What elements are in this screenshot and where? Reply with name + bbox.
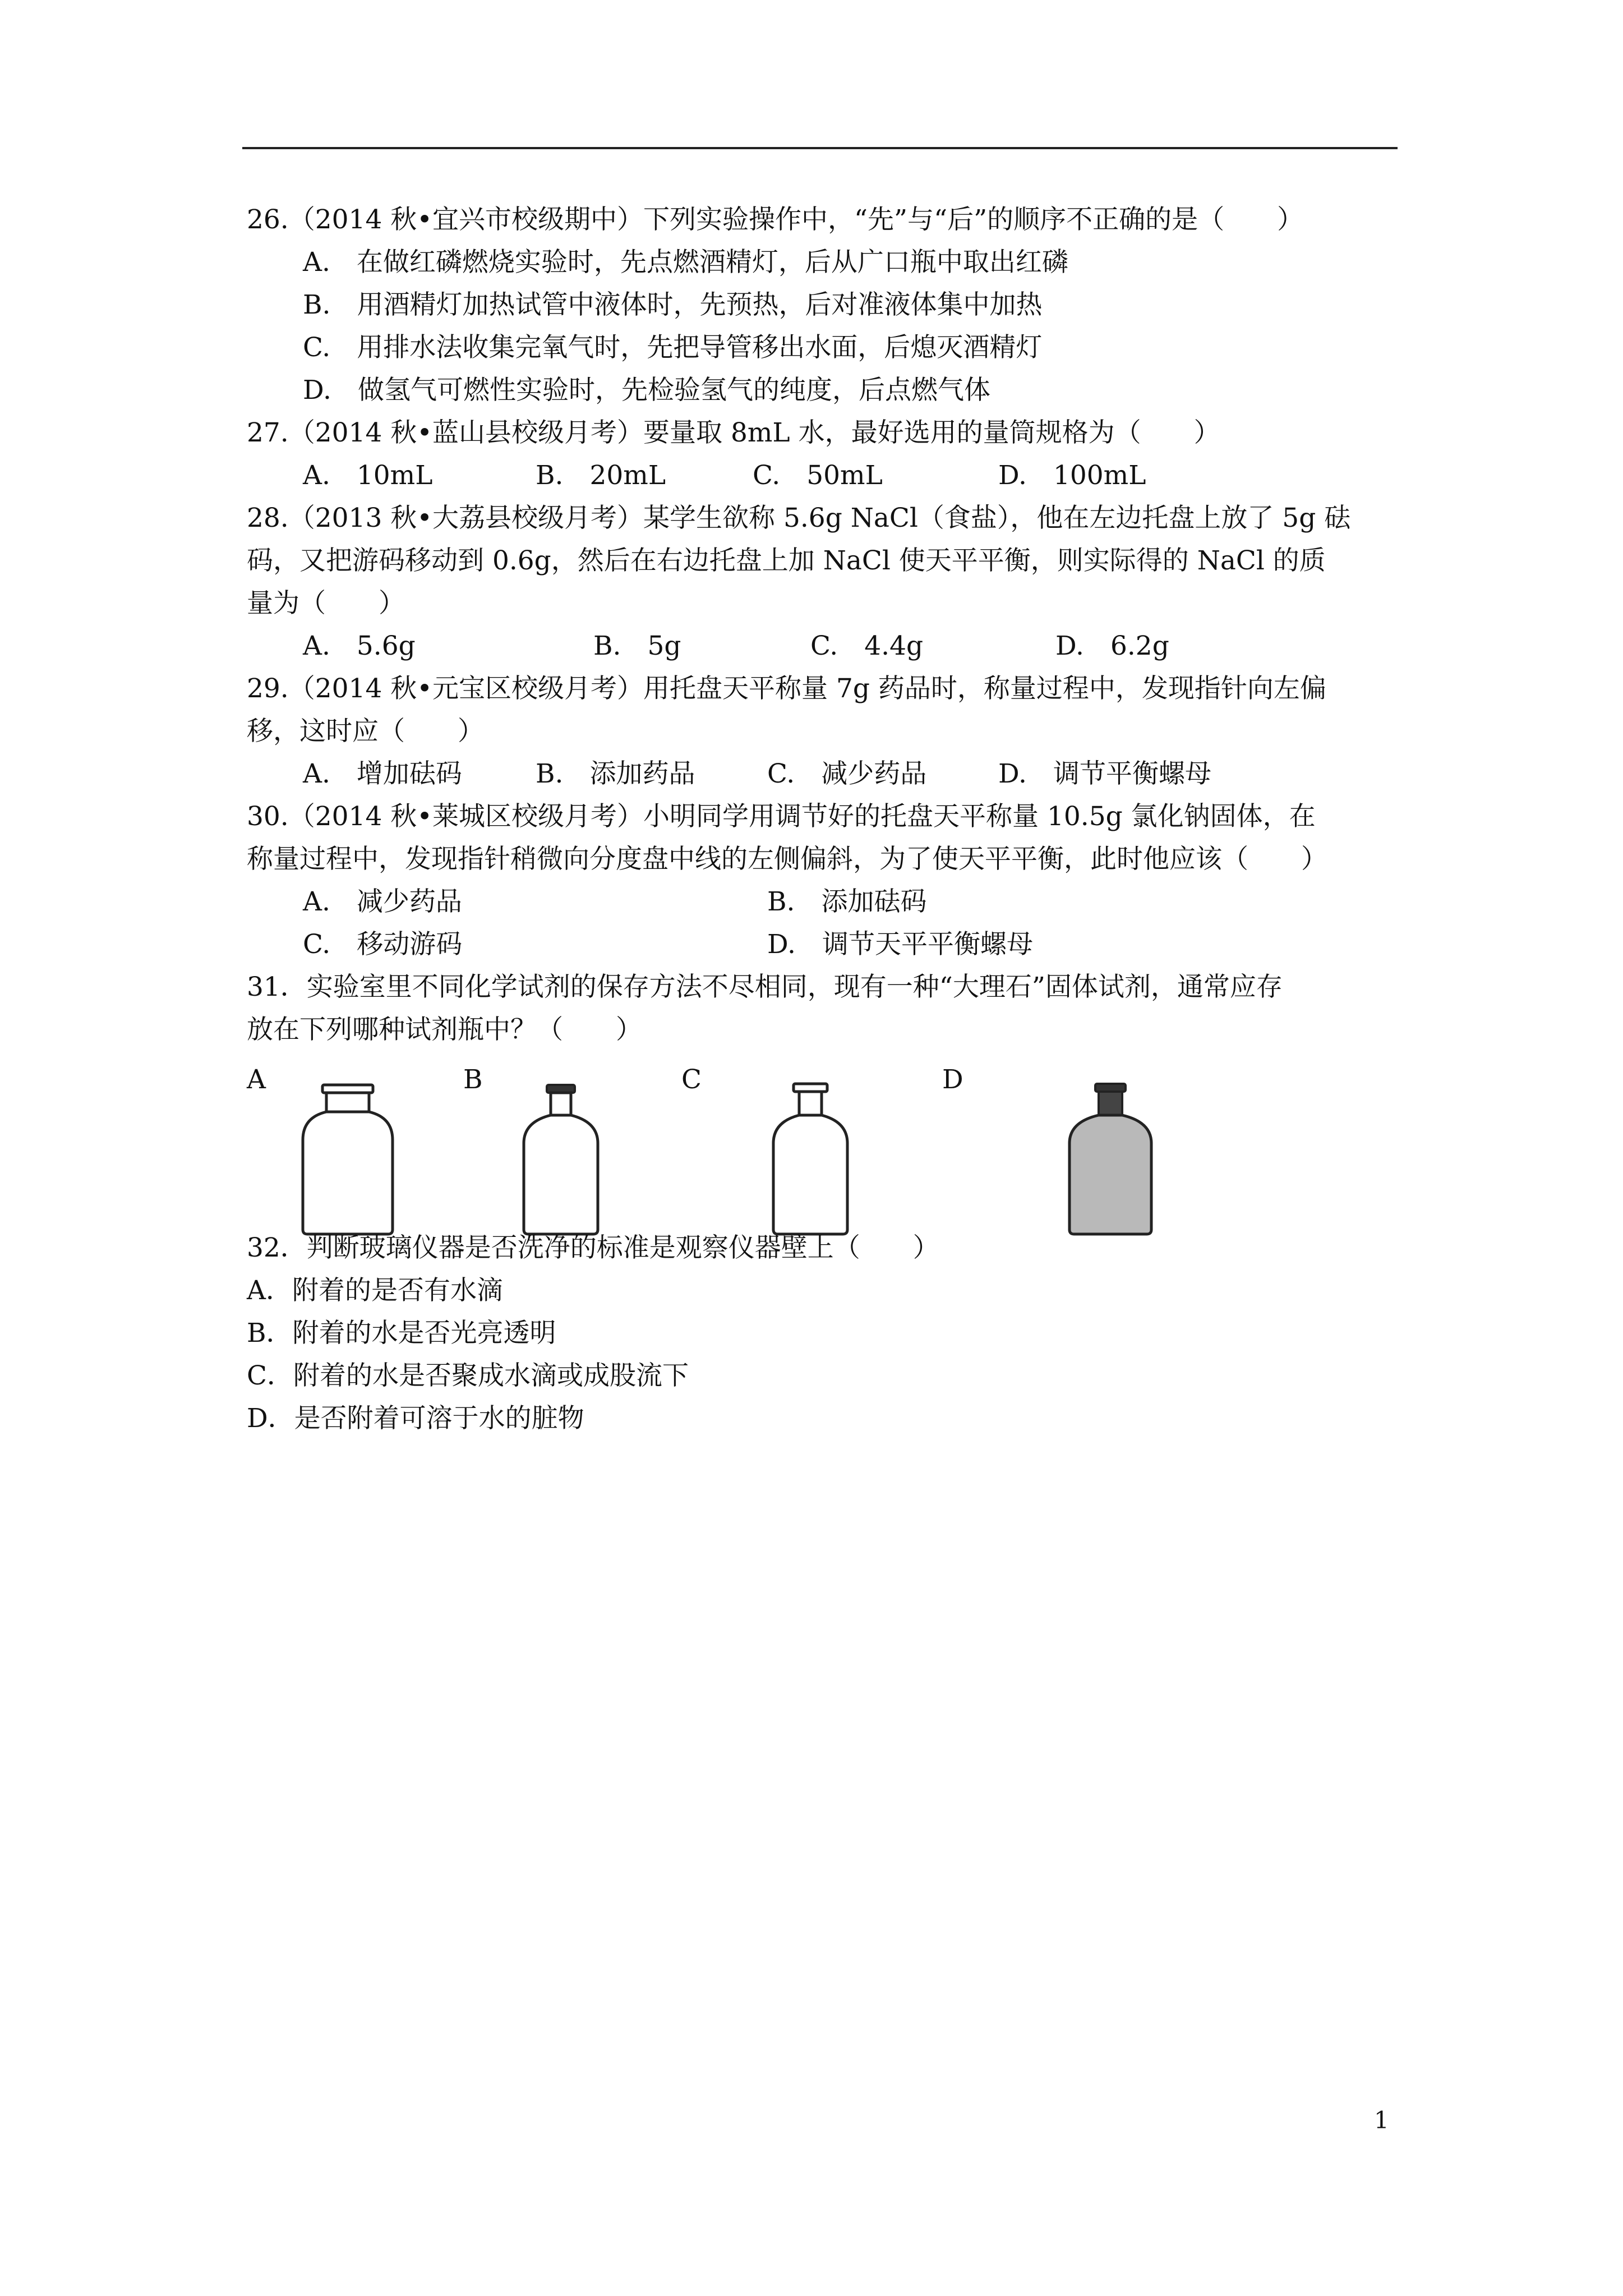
q26-option-c: C. 用排水法收集完氧气时，先把导管移出水面，后熄灭酒精灯 <box>303 332 1043 363</box>
q32-option-a: A．附着的是否有水滴 <box>247 1275 503 1306</box>
q27-stem: 27.（2014 秋•蓝山县校级月考）要量取 8mL 水，最好选用的量筒规格为（ ） <box>247 417 1220 448</box>
q29-option-c: C. 减少药品 <box>767 758 927 789</box>
q29-option-b: B. 添加药品 <box>536 758 695 789</box>
header-rule <box>242 147 1398 149</box>
q30-stem-line-2: 称量过程中，发现指针稍微向分度盘中线的左侧偏斜，为了使天平平衡，此时他应该（ ） <box>247 844 1327 875</box>
q27-option-a: A. 10mL <box>303 460 433 491</box>
q30-option-c: C. 移动游码 <box>303 929 463 960</box>
q27-option-d: D. 100mL <box>998 460 1146 491</box>
q28-option-b: B. 5g <box>593 631 681 661</box>
q31-stem-line-1: 31．实验室里不同化学试剂的保存方法不尽相同，现有一种“大理石”固体试剂，通常应存 <box>247 972 1283 1002</box>
q31-choice-letter-b: B <box>463 1064 483 1095</box>
q28-option-c: C. 4.4g <box>810 631 924 661</box>
q30-stem-line-1: 30.（2014 秋•莱城区校级月考）小明同学用调节好的托盘天平称量 10.5g 氯化钠固体，在 <box>247 801 1316 832</box>
q26-option-a: A. 在做红磷燃烧实验时，先点燃酒精灯，后从广口瓶中取出红磷 <box>303 247 1068 278</box>
q31-choice-letter-d: D <box>942 1064 963 1095</box>
q31-choice-letter-c: C <box>681 1064 702 1095</box>
q31-choice-letter-a: A <box>247 1064 266 1095</box>
q32-option-c: C．附着的水是否聚成水滴或成股流下 <box>247 1360 689 1391</box>
q26-option-b: B. 用酒精灯加热试管中液体时，先预热，后对准液体集中加热 <box>303 289 1043 320</box>
q29-stem-line-1: 29.（2014 秋•元宝区校级月考）用托盘天平称量 7g 药品时，称量过程中，发现指针向左偏 <box>247 673 1326 704</box>
q28-option-d: D. 6.2g <box>1055 631 1169 661</box>
q28-stem-line-2: 码，又把游码移动到 0.6g，然后在右边托盘上加 NaCl 使天平平衡，则实际得的 NaCl 的质 <box>247 545 1326 576</box>
q30-option-b: B. 添加砝码 <box>767 886 927 917</box>
q28-option-a: A. 5.6g <box>303 631 416 661</box>
q29-stem-line-2: 移，这时应（ ） <box>247 716 484 747</box>
q26-option-d: D. 做氢气可燃性实验时，先检验氢气的纯度，后点燃气体 <box>303 375 990 406</box>
q28-stem-line-3: 量为（ ） <box>247 588 405 619</box>
q30-option-a: A. 减少药品 <box>303 886 462 917</box>
page-number: 1 <box>1374 2106 1389 2134</box>
q28-stem-line-1: 28.（2013 秋•大荔县校级月考）某学生欲称 5.6g NaCl（食盐），他在左边托盘上放了 5g 砝 <box>247 503 1351 533</box>
q32-option-b: B．附着的水是否光亮透明 <box>247 1318 556 1349</box>
q31-stem-line-2: 放在下列哪种试剂瓶中？（ ） <box>247 1014 642 1045</box>
q32-option-d: D．是否附着可溶于水的脏物 <box>247 1403 584 1434</box>
q26-stem: 26.（2014 秋•宜兴市校级期中）下列实验操作中，“先”与“后”的顺序不正确的是（ ） <box>247 204 1304 235</box>
bottle-d-icon <box>1063 1077 1158 1240</box>
q32-stem: 32．判断玻璃仪器是否洗净的标准是观察仪器壁上（ ） <box>247 1232 939 1263</box>
q30-option-d: D. 调节天平平衡螺母 <box>767 929 1033 960</box>
q29-option-d: D. 调节平衡螺母 <box>998 758 1211 789</box>
bottle-b-icon <box>516 1077 606 1240</box>
q27-option-b: B. 20mL <box>536 460 666 491</box>
bottle-a-icon <box>297 1077 398 1240</box>
q29-option-a: A. 增加砝码 <box>303 758 462 789</box>
q27-option-c: C. 50mL <box>753 460 883 491</box>
bottle-c-icon <box>766 1077 855 1240</box>
